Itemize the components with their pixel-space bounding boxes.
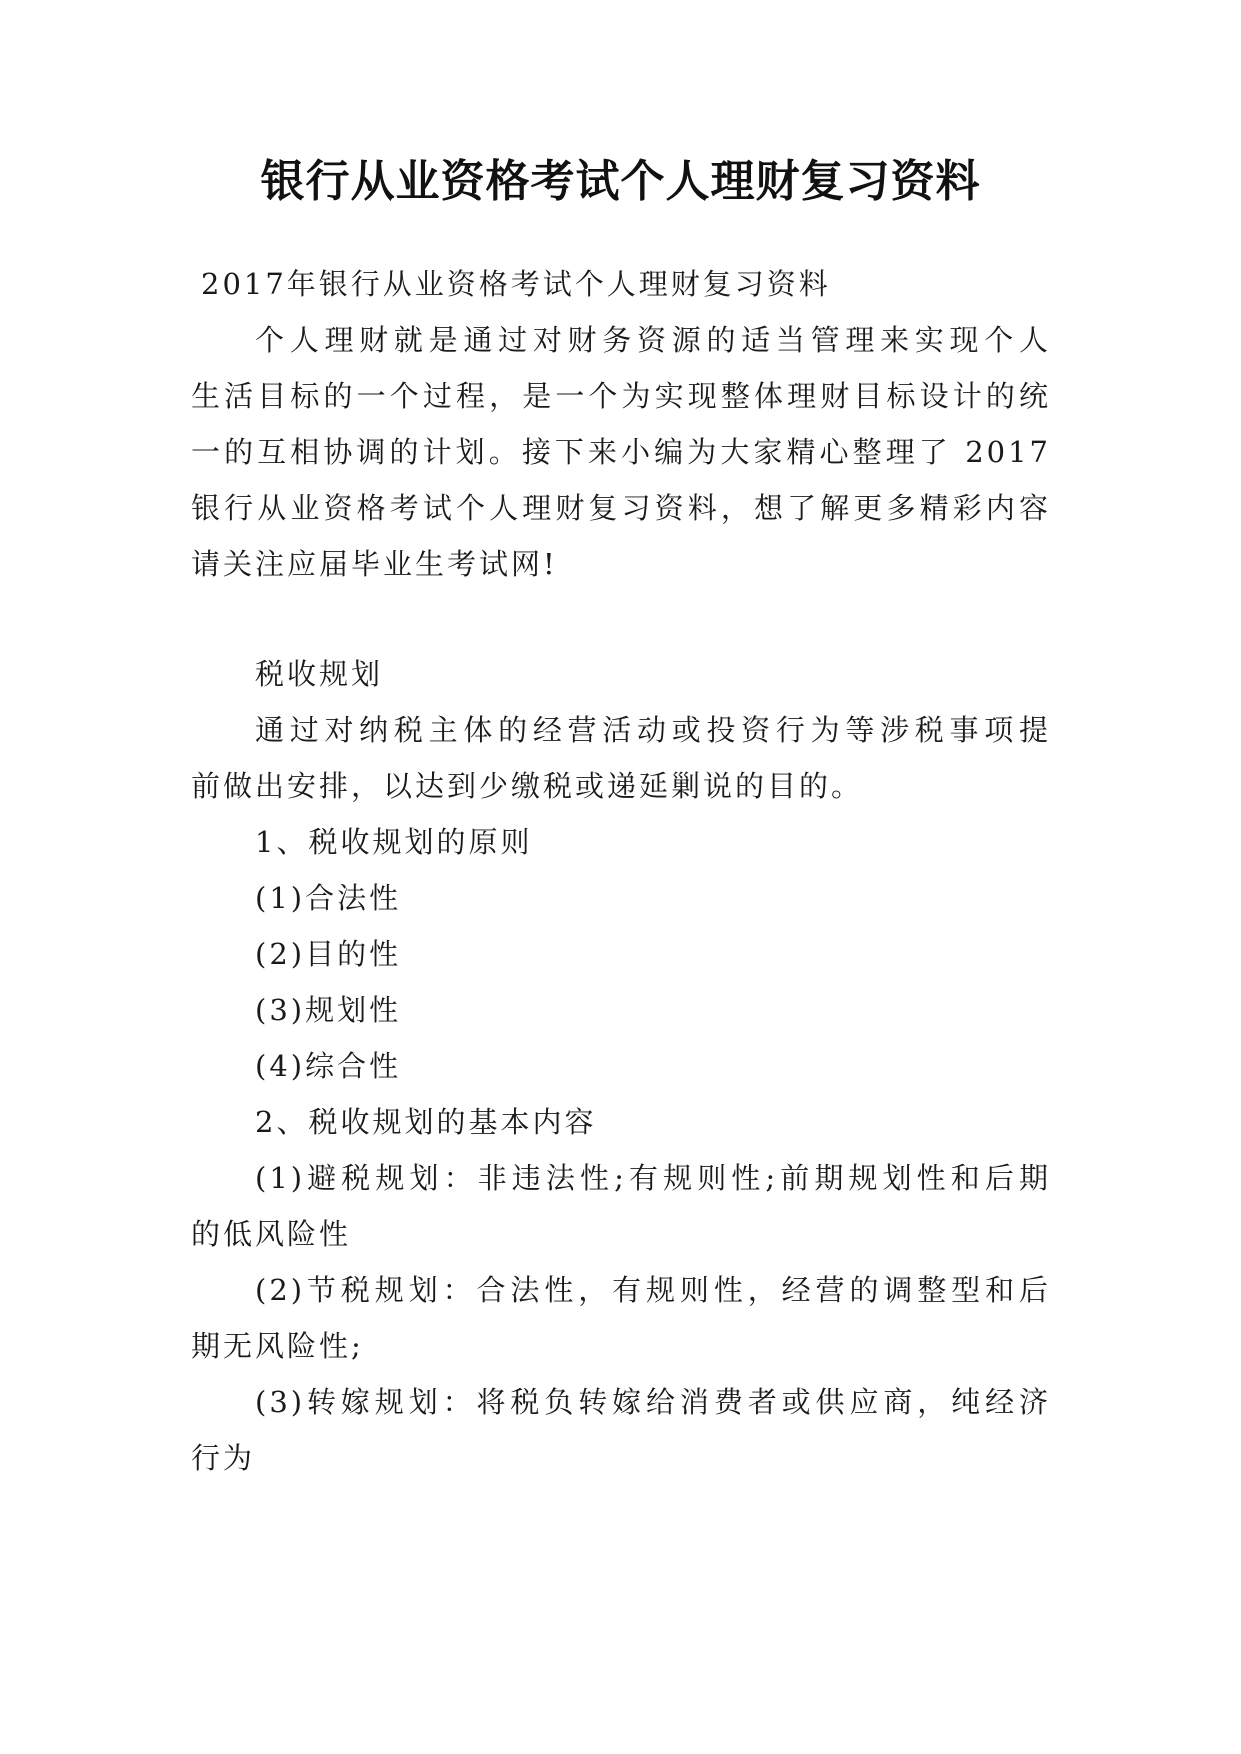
intro-line-2: 生活目标的一个过程，是一个为实现整体理财目标设计的统 xyxy=(191,379,1051,413)
content-item-1-line-1: (1)避税规划：非违法性;有规则性;前期规划性和后期 xyxy=(255,1161,1051,1195)
principle-item: (3)规划性 xyxy=(255,993,402,1027)
principle-item: (1)合法性 xyxy=(255,881,402,915)
content-item-1-line-2: 的低风险性 xyxy=(191,1217,352,1251)
intro-line-4: 银行从业资格考试个人理财复习资料，想了解更多精彩内容 xyxy=(191,491,1051,525)
subtitle-line: 2017年银行从业资格考试个人理财复习资料 xyxy=(201,267,831,301)
intro-line-5: 请关注应届毕业生考试网! xyxy=(191,547,558,581)
section-heading: 税收规划 xyxy=(255,657,384,691)
document-title: 银行从业资格考试个人理财复习资料 xyxy=(260,156,981,207)
principle-item: (2)目的性 xyxy=(255,937,402,971)
definition-line-1: 通过对纳税主体的经营活动或投资行为等涉税事项提 xyxy=(255,713,1051,747)
content-item-2-line-1: (2)节税规划：合法性，有规则性，经营的调整型和后 xyxy=(255,1273,1051,1307)
content-heading: 2、税收规划的基本内容 xyxy=(255,1105,597,1139)
principle-item: (4)综合性 xyxy=(255,1049,402,1083)
definition-line-2: 前做出安排，以达到少缴税或递延剿说的目的。 xyxy=(191,769,864,803)
intro-line-1: 个人理财就是通过对财务资源的适当管理来实现个人 xyxy=(255,323,1051,357)
content-item-3-line-1: (3)转嫁规划：将税负转嫁给消费者或供应商，纯经济 xyxy=(255,1385,1051,1419)
principles-heading: 1、税收规划的原则 xyxy=(255,825,533,859)
intro-line-3: 一的互相协调的计划。接下来小编为大家精心整理了 2017 xyxy=(191,435,1051,469)
content-item-3-line-2: 行为 xyxy=(191,1441,256,1475)
content-item-2-line-2: 期无风险性; xyxy=(191,1329,364,1363)
